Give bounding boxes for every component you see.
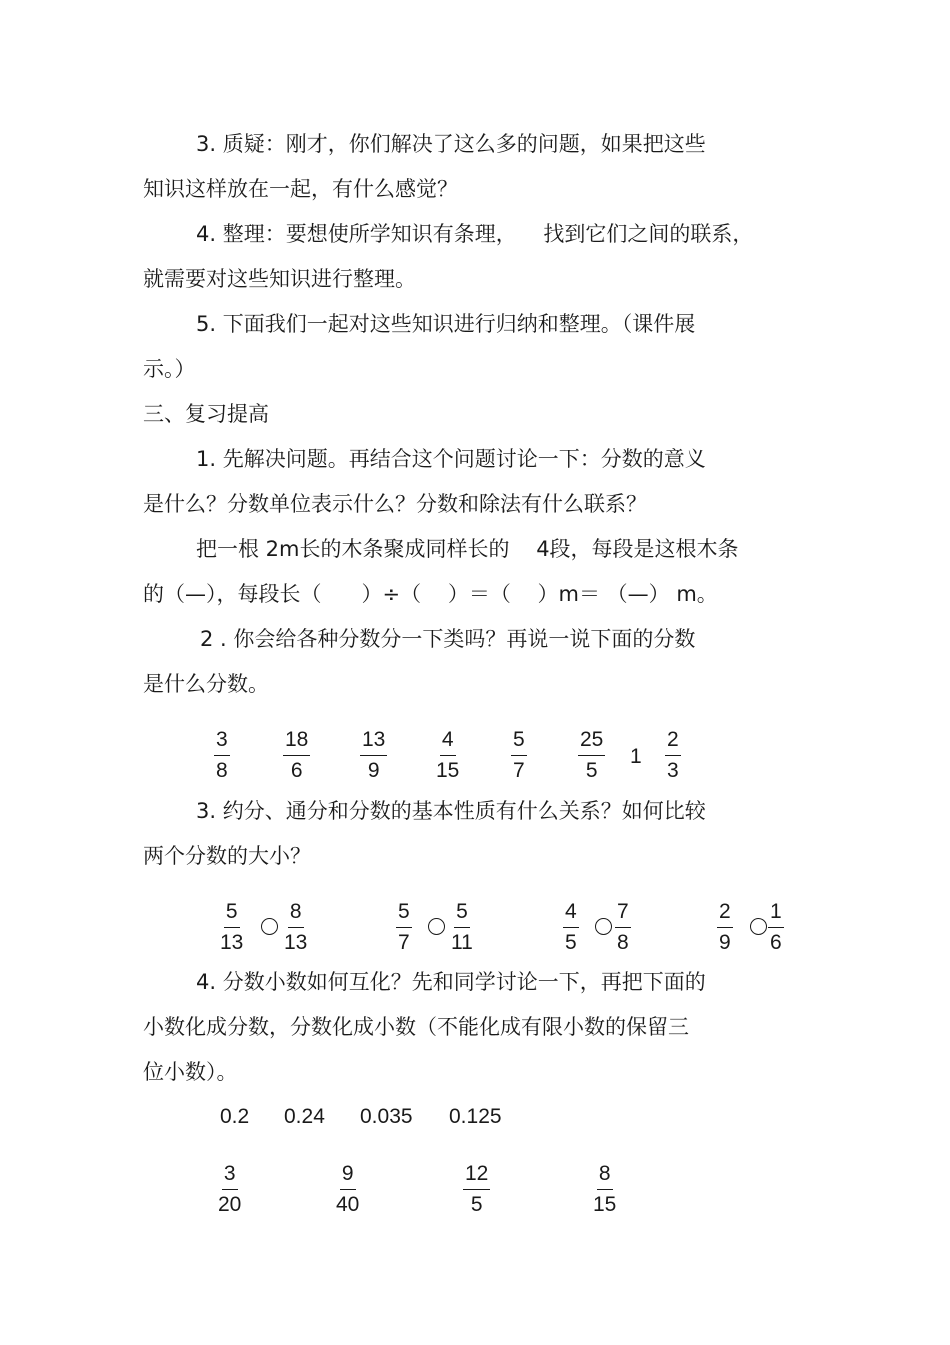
comparison-right-fraction [768, 900, 784, 955]
numerator: 12 [463, 1162, 490, 1190]
comparison-left-fraction [563, 900, 579, 955]
numerator: 9 [340, 1162, 356, 1190]
denominator: 8 [216, 759, 228, 782]
denominator: 3 [667, 759, 679, 782]
denominator: 5 [585, 759, 598, 782]
fraction [593, 1162, 616, 1217]
numerator: 5 [396, 900, 412, 928]
denominator: 6 [290, 759, 303, 782]
denominator: 15 [436, 759, 460, 782]
comparison-left-fraction [220, 900, 243, 955]
numerator: 7 [615, 900, 631, 928]
denominator: 5 [470, 1193, 483, 1216]
numerator: 8 [597, 1162, 613, 1190]
fraction [665, 728, 681, 783]
denominator: 20 [218, 1193, 242, 1216]
numerator: 2 [717, 900, 733, 928]
question-2-line-1: 2 . 你会给各种分数分一下类吗？再说一说下面的分数 [200, 627, 696, 651]
denominator: 11 [451, 931, 473, 954]
fraction [283, 728, 310, 783]
numerator: 4 [440, 728, 456, 756]
numerator: 4 [563, 900, 579, 928]
paragraph-3-line-2: 知识这样放在一起，有什么感觉？ [143, 177, 458, 201]
compare-circle-icon[interactable] [261, 918, 278, 935]
paragraph-5-line-2: 示。） [143, 357, 196, 381]
question-1-line-2: 是什么？分数单位表示什么？分数和除法有什么联系？ [143, 492, 647, 516]
paragraph-3-line-1: 3. 质疑：刚才，你们解决了这么多的问题，如果把这些 [196, 132, 706, 156]
numerator: 18 [283, 728, 310, 756]
paragraph-5-line-1: 5. 下面我们一起对这些知识进行归纳和整理。（课件展 [196, 312, 696, 336]
denominator: 40 [336, 1193, 360, 1216]
integer-one: 1 [630, 745, 642, 768]
numerator: 13 [360, 728, 387, 756]
denominator: 15 [593, 1193, 617, 1216]
numerator: 25 [578, 728, 605, 756]
numerator: 5 [224, 900, 240, 928]
question-4-line-1: 4. 分数小数如何互化？先和同学讨论一下，再把下面的 [196, 970, 706, 994]
numerator: 1 [768, 900, 784, 928]
question-4-line-2: 小数化成分数，分数化成小数（不能化成有限小数的保留三 [143, 1015, 689, 1039]
comparison-right-fraction [615, 900, 631, 955]
compare-circle-icon[interactable] [428, 918, 445, 935]
comparison-right-fraction [451, 900, 473, 955]
fraction [214, 728, 230, 783]
fraction [436, 728, 459, 783]
fraction [218, 1162, 241, 1217]
compare-circle-icon[interactable] [595, 918, 612, 935]
question-4-line-3: 位小数）。 [143, 1060, 238, 1084]
fraction [336, 1162, 359, 1217]
numerator: 3 [222, 1162, 238, 1190]
compare-circle-icon[interactable] [750, 918, 767, 935]
decimal-value: 0.2 [220, 1105, 250, 1128]
denominator: 9 [367, 759, 380, 782]
numerator: 3 [214, 728, 230, 756]
paragraph-4-line-2: 就需要对这些知识进行整理。 [143, 267, 416, 291]
decimal-value: 0.24 [284, 1105, 325, 1128]
comparison-right-fraction [284, 900, 307, 955]
denominator: 6 [770, 931, 782, 954]
question-1-line-3: 把一根 2m长的木条聚成同样长的 4段，每段是这根木条 [196, 537, 739, 561]
numerator: 8 [288, 900, 304, 928]
fraction [578, 728, 605, 783]
denominator: 7 [513, 759, 525, 782]
paragraph-4-line-1: 4. 整理：要想使所学知识有条理， 找到它们之间的联系， [196, 222, 754, 246]
question-1-line-1: 1. 先解决问题。再结合这个问题讨论一下：分数的意义 [196, 447, 706, 471]
question-3-line-2: 两个分数的大小？ [143, 844, 311, 868]
section-title: 三、复习提高 [143, 402, 269, 426]
denominator: 7 [398, 931, 410, 954]
denominator: 8 [617, 931, 629, 954]
numerator: 5 [454, 900, 470, 928]
denominator: 5 [565, 931, 577, 954]
denominator: 13 [284, 931, 308, 954]
comparison-left-fraction [717, 900, 733, 955]
decimal-value: 0.035 [360, 1105, 413, 1128]
fraction [511, 728, 527, 783]
question-1-line-4: 的（—），每段长（ ）÷（ ）＝（ ）m＝ （—） m。 [143, 582, 718, 606]
numerator: 5 [511, 728, 527, 756]
decimal-value: 0.125 [449, 1105, 502, 1128]
fraction [360, 728, 387, 783]
denominator: 13 [220, 931, 244, 954]
denominator: 9 [719, 931, 731, 954]
fraction [463, 1162, 490, 1217]
numerator: 2 [665, 728, 681, 756]
question-2-line-2: 是什么分数。 [143, 672, 269, 696]
question-3-line-1: 3. 约分、通分和分数的基本性质有什么关系？如何比较 [196, 799, 706, 823]
comparison-left-fraction [396, 900, 412, 955]
